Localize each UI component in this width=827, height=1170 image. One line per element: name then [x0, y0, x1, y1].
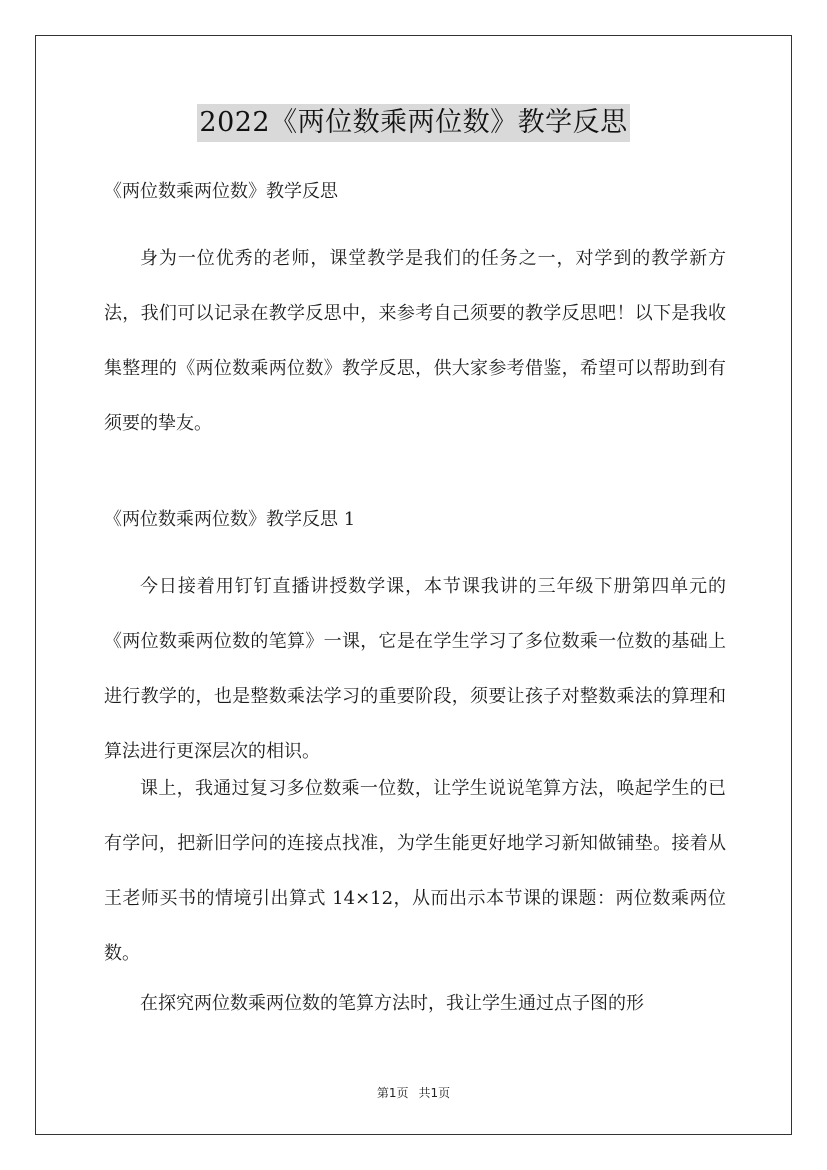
document-subtitle: 《两位数乘两位数》教学反思	[104, 181, 338, 202]
page-total: 共1页	[418, 1086, 451, 1100]
body-paragraph-3: 在探究两位数乘两位数的笔算方法时，我让学生通过点子图的形	[140, 993, 644, 1014]
page-number: 第1页	[376, 1086, 409, 1100]
document-title: 2022《两位数乘两位数》教学反思	[197, 104, 629, 142]
section-title: 《两位数乘两位数》教学反思 1	[104, 509, 356, 530]
title-container	[0, 104, 827, 142]
body-paragraph-2: 课上，我通过复习多位数乘一位数，让学生说说笔算方法，唤起学生的已有学问，把新旧学问的连接点找准，为学生能更好地学习新知做铺垫。接着从王老师买书的情境引出算式 14×12，从而出示本节课的课题：两位数乘两位数。	[104, 778, 726, 964]
page-footer	[0, 1085, 827, 1101]
intro-paragraph: 身为一位优秀的老师，课堂教学是我们的任务之一，对学到的教学新方法，我们可以记录在教学反思中，来参考自己须要的教学反思吧！以下是我收集整理的《两位数乘两位数》教学反思，供大家参考借鉴，希望可以帮助到有须要的挚友。	[104, 248, 726, 434]
body-paragraph-1: 今日接着用钉钉直播讲授数学课，本节课我讲的三年级下册第四单元的《两位数乘两位数的笔算》一课，它是在学生学习了多位数乘一位数的基础上进行教学的，也是整数乘法学习的重要阶段，须要让孩子对整数乘法的算理和算法进行更深层次的相识。	[104, 576, 726, 762]
